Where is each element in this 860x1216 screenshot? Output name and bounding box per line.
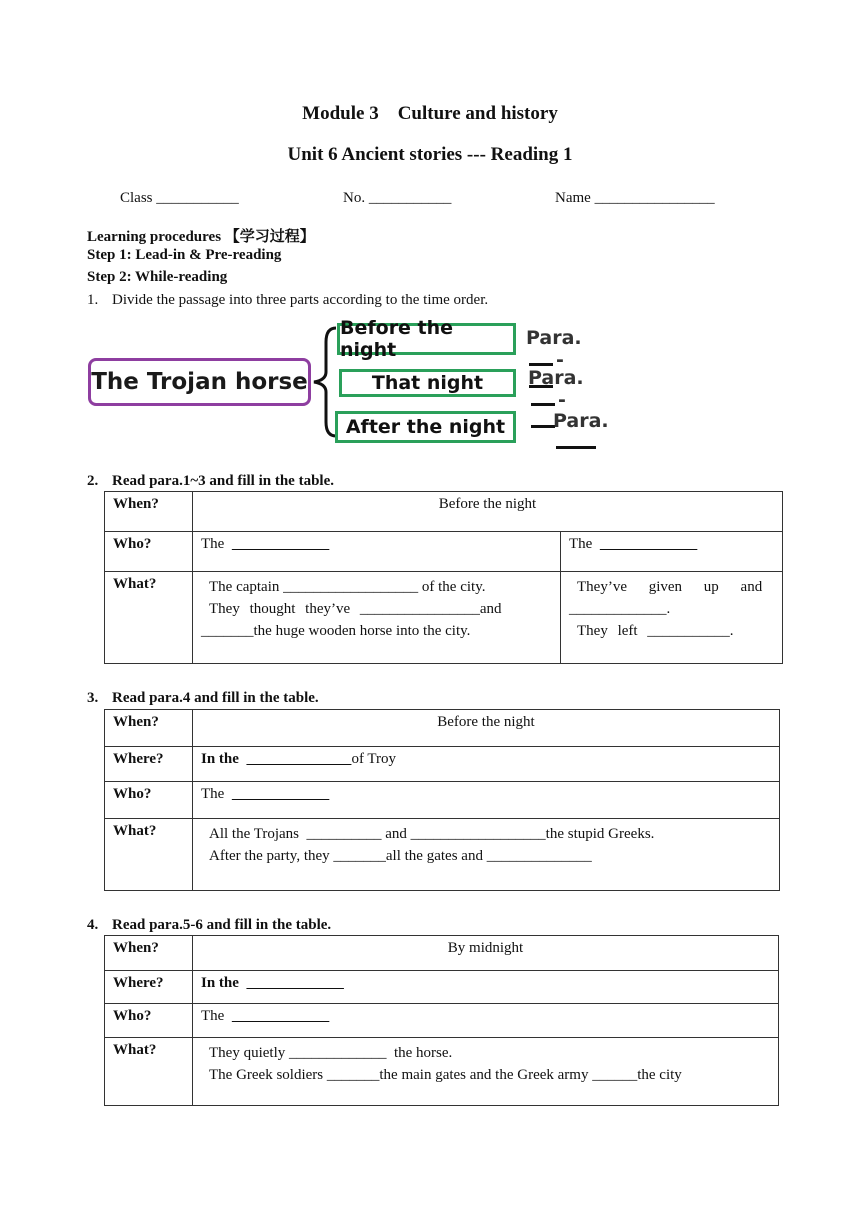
when-value: By midnight <box>193 936 779 971</box>
what-right-cell[interactable]: They’ve given up and _____________. They left ___________. <box>561 572 783 664</box>
task3-table <box>104 709 780 891</box>
what-label: What? <box>105 572 193 664</box>
what-cell[interactable]: All the Trojans __________ and __________________the stupid Greeks. After the party, they _______all the gates and ______________ <box>193 819 780 891</box>
who-cell[interactable]: The <box>193 1004 779 1038</box>
mindmap-branch-before: Before the night <box>337 323 516 355</box>
who-label: Who? <box>105 532 193 572</box>
who-cell[interactable]: The <box>193 782 780 819</box>
when-value: Before the night <box>193 710 780 747</box>
task1-instruction: Divide the passage into three parts according to the time order. <box>112 292 489 308</box>
para-label-3: Para. <box>553 410 609 454</box>
mindmap-center-box: The Trojan horse <box>88 358 311 406</box>
para-label-2: Para. - <box>528 367 584 433</box>
mindmap-branch-after: After the night <box>335 411 516 443</box>
where-cell[interactable]: In the <box>193 971 779 1004</box>
unit-title: Unit 6 Ancient stories --- Reading 1 <box>287 144 573 165</box>
number-field: No. ___________ <box>343 190 452 206</box>
task2-table <box>104 491 783 664</box>
module-title: Module 3 Culture and history <box>302 103 558 124</box>
task3-number: 3. <box>87 690 99 706</box>
when-label: When? <box>105 710 193 747</box>
when-label: When? <box>105 492 193 532</box>
task2-heading: Read para.1~3 and fill in the table. <box>112 473 334 489</box>
who-left-cell[interactable]: The <box>193 532 561 572</box>
step1-heading: Step 1: Lead-in & Pre-reading <box>87 247 282 263</box>
task4-table <box>104 935 779 1106</box>
class-field: Class ___________ <box>120 190 239 206</box>
task4-number: 4. <box>87 917 99 933</box>
what-label: What? <box>105 1038 193 1106</box>
where-label: Where? <box>105 971 193 1004</box>
mindmap-branch-that-night: That night <box>339 369 516 397</box>
what-left-cell[interactable]: The captain __________________ of the city. They thought they’ve ________________and _______the huge wooden horse into the city. <box>193 572 561 664</box>
step2-heading: Step 2: While-reading <box>87 269 228 285</box>
task4-heading: Read para.5-6 and fill in the table. <box>112 917 332 933</box>
when-value: Before the night <box>193 492 783 532</box>
para-label-1: Para. - <box>526 327 582 393</box>
when-label: When? <box>105 936 193 971</box>
where-label: Where? <box>105 747 193 782</box>
what-cell[interactable]: They quietly _____________ the horse. The Greek soldiers _______the main gates and the Greek army ______the city <box>193 1038 779 1106</box>
who-right-cell[interactable]: The <box>561 532 783 572</box>
where-cell[interactable]: In the of Troy <box>193 747 780 782</box>
who-label: Who? <box>105 782 193 819</box>
what-label: What? <box>105 819 193 891</box>
task2-number: 2. <box>87 473 99 489</box>
task3-heading: Read para.4 and fill in the table. <box>112 690 319 706</box>
name-field: Name ________________ <box>555 190 715 206</box>
who-label: Who? <box>105 1004 193 1038</box>
procedures-heading: Learning procedures 【学习过程】 <box>87 229 315 245</box>
task1-number: 1. <box>87 292 99 308</box>
